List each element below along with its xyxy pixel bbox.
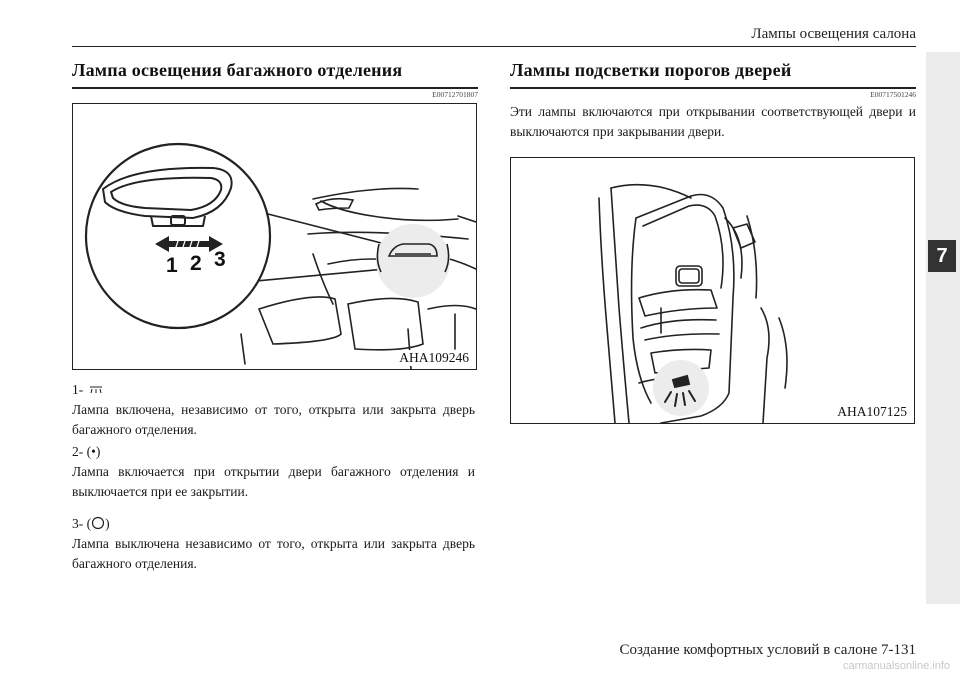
door-lamps-description: Эти лампы включаются при открывании соответствующей двери и выключаются при закрывании двери. bbox=[510, 104, 916, 139]
door-lamp-figure bbox=[510, 157, 915, 424]
luggage-lamp-figure bbox=[72, 103, 477, 370]
mode-3-label-prefix: 3- ( bbox=[72, 516, 92, 531]
mode-1-label bbox=[72, 380, 475, 400]
callout-1: 1 bbox=[166, 254, 178, 277]
mode-2-label: 2- (•) bbox=[72, 444, 101, 459]
watermark: carmanualsonline.info bbox=[842, 660, 950, 672]
section-title-door-courtesy-lamps: Лампы подсветки порогов дверей bbox=[510, 60, 916, 89]
mode-list bbox=[72, 380, 475, 574]
mode-1-number: 1- bbox=[72, 382, 84, 397]
chapter-number: 7 bbox=[928, 240, 956, 272]
header-rule bbox=[72, 46, 916, 47]
luggage-lamp-illustration bbox=[73, 104, 476, 369]
footer-page-label: Создание комфортных условий в салоне 7-131 bbox=[619, 642, 916, 658]
running-header: Лампы освещения салона bbox=[751, 26, 916, 42]
callout-2: 2 bbox=[190, 252, 202, 275]
figure-code: AHA109246 bbox=[396, 350, 472, 366]
section-title-luggage-lamp: Лампа освещения багажного отделения bbox=[72, 60, 478, 89]
lamp-on-icon bbox=[87, 383, 105, 395]
mode-3-description: Лампа выключена независимо от того, открыта или закрыта дверь багажного отделения. bbox=[72, 536, 475, 571]
door-lamp-illustration bbox=[511, 158, 914, 423]
callout-3: 3 bbox=[214, 248, 226, 271]
mode-3-label bbox=[72, 514, 475, 534]
mode-3-label-suffix: ) bbox=[105, 516, 110, 531]
lamp-off-icon bbox=[91, 516, 105, 530]
section-code: E00712701807 bbox=[432, 90, 478, 99]
mode-1-description: Лампа включена, независимо от того, открыта или закрыта дверь багажного отделения. bbox=[72, 402, 475, 437]
section-code-right: E00717501246 bbox=[870, 90, 916, 99]
mode-2-description: Лампа включается при открытии двери багажного отделения и выключается при ее закрытии. bbox=[72, 464, 475, 499]
chapter-side-tab bbox=[926, 52, 960, 604]
figure-code-right: AHA107125 bbox=[834, 404, 910, 420]
